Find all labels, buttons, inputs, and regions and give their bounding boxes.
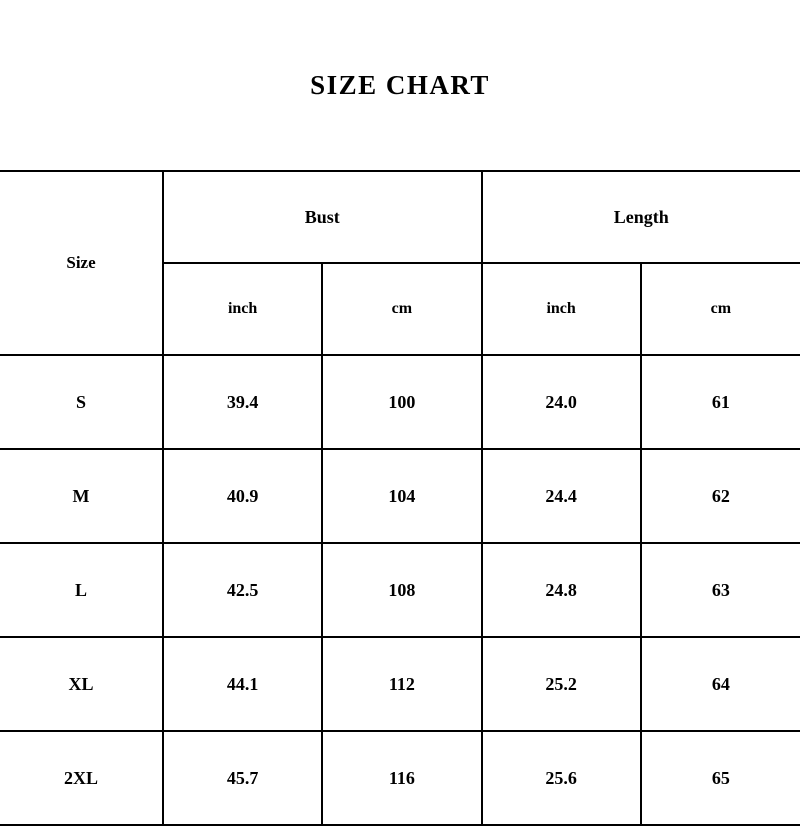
table-row — [0, 731, 800, 825]
header-bust-inch: inch — [163, 263, 322, 355]
cell-bust-inch: 42.5 — [163, 543, 322, 637]
cell-size: XL — [0, 637, 163, 731]
cell-length-inch: 24.4 — [482, 449, 641, 543]
header-group-bust: Bust — [163, 171, 482, 263]
table-header-row-groups — [0, 171, 800, 263]
cell-bust-inch: 39.4 — [163, 355, 322, 449]
cell-bust-inch: 45.7 — [163, 731, 322, 825]
cell-bust-cm: 108 — [322, 543, 481, 637]
header-length-cm: cm — [641, 263, 800, 355]
cell-length-inch: 24.8 — [482, 543, 641, 637]
table-row — [0, 543, 800, 637]
cell-bust-cm: 112 — [322, 637, 481, 731]
table-row — [0, 637, 800, 731]
table-row — [0, 449, 800, 543]
title-area — [0, 0, 800, 170]
table-row — [0, 355, 800, 449]
cell-length-cm: 64 — [641, 637, 800, 731]
cell-length-inch: 25.6 — [482, 731, 641, 825]
header-group-length: Length — [482, 171, 800, 263]
header-length-inch: inch — [482, 263, 641, 355]
size-chart-table — [0, 170, 800, 826]
cell-length-cm: 61 — [641, 355, 800, 449]
cell-bust-cm: 100 — [322, 355, 481, 449]
cell-length-cm: 65 — [641, 731, 800, 825]
page-title: SIZE CHART — [310, 70, 490, 101]
cell-size: S — [0, 355, 163, 449]
cell-size: L — [0, 543, 163, 637]
cell-size: 2XL — [0, 731, 163, 825]
cell-length-cm: 63 — [641, 543, 800, 637]
cell-bust-cm: 116 — [322, 731, 481, 825]
header-bust-cm: cm — [322, 263, 481, 355]
cell-length-cm: 62 — [641, 449, 800, 543]
cell-bust-inch: 44.1 — [163, 637, 322, 731]
header-size: Size — [0, 171, 163, 355]
cell-length-inch: 25.2 — [482, 637, 641, 731]
cell-bust-inch: 40.9 — [163, 449, 322, 543]
cell-size: M — [0, 449, 163, 543]
cell-bust-cm: 104 — [322, 449, 481, 543]
cell-length-inch: 24.0 — [482, 355, 641, 449]
